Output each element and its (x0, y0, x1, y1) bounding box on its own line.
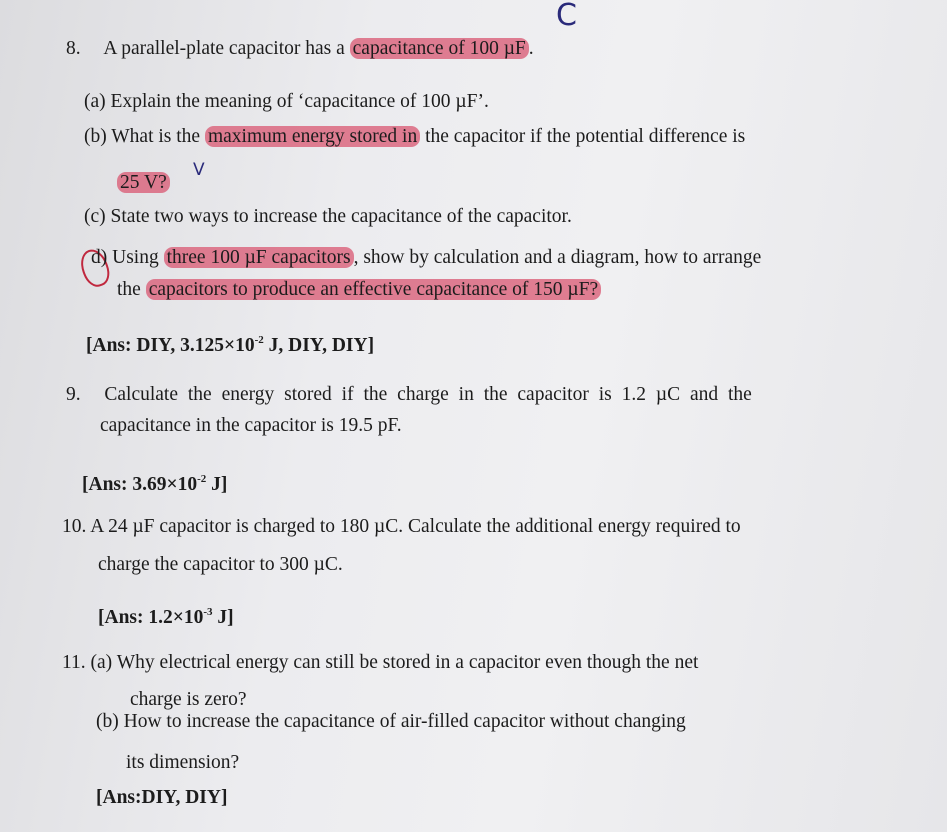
q8-stem-highlight: capacitance of 100 µF (350, 38, 529, 59)
q10-answer-post: J] (212, 607, 234, 628)
q9-answer-post: J] (206, 474, 228, 495)
q8c-text: State two ways to increase the capacitance of the capacitor. (110, 206, 572, 227)
q9-answer-pre: [Ans: 3.69×10 (82, 474, 198, 495)
q8-answer-post: J, DIY, DIY] (263, 335, 375, 356)
q11-number: 11. (62, 652, 86, 673)
q8-answer-exponent: -2 (254, 334, 264, 346)
q11a-line1 (62, 651, 698, 675)
q11b-text-line1: How to increase the capacitance of air-filled capacitor without changing (123, 711, 686, 732)
q8a-label: (a) (84, 91, 106, 112)
q9-line2 (100, 414, 402, 438)
q8b-highlight: maximum energy stored in (205, 126, 420, 147)
q10-answer (98, 606, 234, 630)
q8-answer (86, 334, 374, 358)
q9-text-line2: capacitance in the capacitor is 19.5 pF. (100, 415, 402, 436)
q8c-label: (c) (84, 206, 106, 227)
q8d-line2-highlight: capacitors to produce an effective capacitance of 150 µF? (146, 279, 601, 300)
q8-number: 8. (66, 38, 81, 59)
q9-text-line1: Calculate the energy stored if the charge in the capacitor is 1.2 µC and the (104, 384, 752, 405)
q10-text-line1: A 24 µF capacitor is charged to 180 µC. Calculate the additional energy required to (90, 516, 741, 537)
q10-answer-pre: [Ans: 1.2×10 (98, 607, 204, 628)
q8d-line2 (117, 278, 601, 302)
q8d-highlight: three 100 µF capacitors (164, 247, 354, 268)
q8d-text-post: , show by calculation and a diagram, how to arrange (353, 247, 762, 268)
q8-stem-text: A parallel-plate capacitor has a (103, 38, 350, 59)
q9-line1 (66, 383, 752, 407)
q11b-line1 (96, 710, 686, 734)
q10-line2 (98, 553, 343, 577)
q8d-text-pre: Using (112, 247, 164, 268)
q11a-text-line1: Why electrical energy can still be stored in a capacitor even though the net (116, 652, 699, 673)
q8b-line2-highlight: 25 V? (117, 172, 170, 193)
q9-answer (82, 473, 227, 497)
q10-text-line2: charge the capacitor to 300 µC. (98, 554, 343, 575)
q8c (84, 205, 572, 229)
q8d-line2-pre: the (117, 279, 146, 300)
q11a-line2 (130, 688, 247, 712)
q9-number: 9. (66, 384, 81, 405)
q8b-line2 (117, 171, 170, 195)
q11-answer-text: [Ans:DIY, DIY] (96, 787, 228, 808)
q8-answer-pre: [Ans: DIY, 3.125×10 (86, 335, 255, 356)
q10-answer-exponent: -3 (203, 606, 213, 618)
q8d-label: d) (91, 247, 108, 268)
q10-line1 (62, 515, 741, 539)
q11b-line2 (126, 751, 239, 775)
q8b-text-post: the capacitor if the potential difference is (420, 126, 746, 147)
q11a-text-line2: charge is zero? (130, 689, 247, 710)
q8-stem (66, 37, 534, 61)
q11b-label: (b) (96, 711, 119, 732)
q8b-text-pre: What is the (111, 126, 205, 147)
q8a (84, 90, 489, 114)
q8a-text: Explain the meaning of ‘capacitance of 100 µF’. (110, 91, 489, 112)
q9-answer-exponent: -2 (197, 473, 207, 485)
q8-stem-end: . (528, 38, 534, 59)
q11b-text-line2: its dimension? (126, 752, 240, 773)
handwritten-tick-mark: V (193, 160, 205, 180)
handwritten-c-mark: C (556, 0, 577, 33)
q11a-label: (a) (90, 652, 113, 673)
q8b (84, 125, 745, 149)
q8b-label: (b) (84, 126, 107, 147)
q11-answer (96, 786, 227, 810)
q8d (91, 246, 761, 270)
q10-number: 10. (62, 516, 87, 537)
